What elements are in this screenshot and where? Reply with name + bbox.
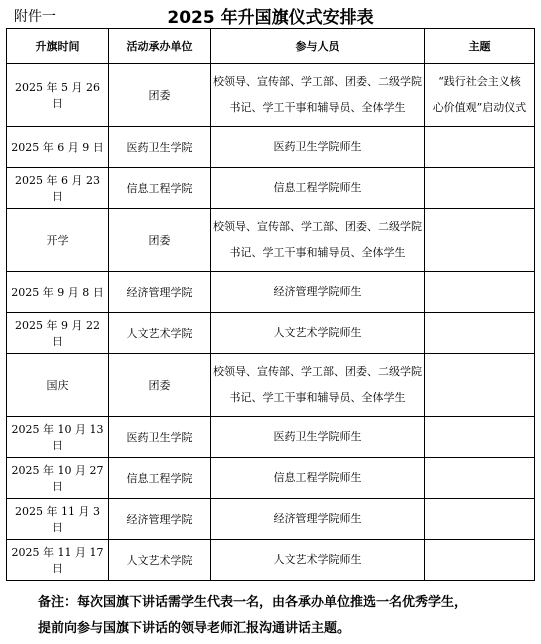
table-row <box>7 354 535 417</box>
cell-unit: 团委 <box>109 64 211 127</box>
table-row <box>7 64 535 127</box>
cell-people <box>211 458 425 499</box>
cell-people <box>211 64 425 127</box>
cell-unit: 团委 <box>109 354 211 417</box>
cell-time: 2025 年 10 月 27 日 <box>7 458 109 499</box>
cell-unit: 人文艺术学院 <box>109 313 211 354</box>
cell-time: 2025 年 11 月 17 日 <box>7 540 109 581</box>
footnote <box>38 590 528 642</box>
cell-theme <box>425 354 535 417</box>
footnote-line: 提前向参与国旗下讲话的领导老师汇报沟通讲话主题。 <box>38 621 351 636</box>
cell-people <box>211 272 425 313</box>
cell-people <box>211 499 425 540</box>
table-header-row <box>7 29 535 64</box>
cell-people <box>211 354 425 417</box>
people-line: 信息工程学院师生 <box>273 471 362 484</box>
cell-time: 2025 年 6 月 9 日 <box>7 127 109 168</box>
cell-theme <box>425 64 535 127</box>
attachment-label: 附件一 <box>14 9 56 25</box>
people-line: 书记、学工干事和辅导员、全体学生 <box>229 101 406 114</box>
cell-theme <box>425 499 535 540</box>
people-line: 人文艺术学院师生 <box>273 553 362 566</box>
cell-unit: 经济管理学院 <box>109 499 211 540</box>
cell-theme <box>425 127 535 168</box>
cell-unit: 医药卫生学院 <box>109 127 211 168</box>
cell-people <box>211 417 425 458</box>
table-body <box>7 64 535 581</box>
cell-theme <box>425 313 535 354</box>
cell-time: 2025 年 10 月 13 日 <box>7 417 109 458</box>
page-title: 2025 年升国旗仪式安排表 <box>167 8 374 28</box>
cell-people <box>211 168 425 209</box>
cell-time: 开学 <box>7 209 109 272</box>
cell-theme <box>425 458 535 499</box>
table-row <box>7 127 535 168</box>
cell-time: 2025 年 11 月 3 日 <box>7 499 109 540</box>
people-line: 书记、学工干事和辅导员、全体学生 <box>229 246 406 259</box>
cell-theme <box>425 272 535 313</box>
cell-people <box>211 209 425 272</box>
header-theme: 主题 <box>425 29 535 64</box>
header-people: 参与人员 <box>211 29 425 64</box>
cell-unit: 信息工程学院 <box>109 458 211 499</box>
schedule-table <box>6 28 535 581</box>
cell-theme <box>425 168 535 209</box>
table-row <box>7 417 535 458</box>
table-row <box>7 209 535 272</box>
people-line: 经济管理学院师生 <box>273 285 362 298</box>
header-time: 升旗时间 <box>7 29 109 64</box>
cell-time: 2025 年 9 月 22 日 <box>7 313 109 354</box>
table-row <box>7 540 535 581</box>
people-line: 信息工程学院师生 <box>273 181 362 194</box>
cell-unit: 团委 <box>109 209 211 272</box>
cell-time: 国庆 <box>7 354 109 417</box>
footnote-line: 备注：每次国旗下讲话需学生代表一名，由各承办单位推选一名优秀学生， <box>38 595 468 610</box>
theme-line: 心价值观”启动仪式 <box>432 101 527 114</box>
people-line: 书记、学工干事和辅导员、全体学生 <box>229 391 406 404</box>
table-row <box>7 313 535 354</box>
header-unit: 活动承办单位 <box>109 29 211 64</box>
cell-unit: 信息工程学院 <box>109 168 211 209</box>
cell-people <box>211 313 425 354</box>
cell-theme <box>425 540 535 581</box>
cell-time: 2025 年 9 月 8 日 <box>7 272 109 313</box>
people-line: 医药卫生学院师生 <box>273 140 362 153</box>
cell-people <box>211 127 425 168</box>
people-line: 医药卫生学院师生 <box>273 430 362 443</box>
cell-theme <box>425 209 535 272</box>
people-line: 校领导、宣传部、学工部、团委、二级学院 <box>213 220 422 233</box>
people-line: 经济管理学院师生 <box>273 512 362 525</box>
cell-unit: 经济管理学院 <box>109 272 211 313</box>
table-row <box>7 168 535 209</box>
people-line: 人文艺术学院师生 <box>273 326 362 339</box>
cell-unit: 医药卫生学院 <box>109 417 211 458</box>
cell-theme <box>425 417 535 458</box>
table-row <box>7 499 535 540</box>
people-line: 校领导、宣传部、学工部、团委、二级学院 <box>213 75 422 88</box>
table-row <box>7 458 535 499</box>
people-line: 校领导、宣传部、学工部、团委、二级学院 <box>213 365 422 378</box>
cell-time: 2025 年 5 月 26 日 <box>7 64 109 127</box>
cell-time: 2025 年 6 月 23 日 <box>7 168 109 209</box>
theme-line: “践行社会主义核 <box>438 75 521 88</box>
table-row <box>7 272 535 313</box>
cell-unit: 人文艺术学院 <box>109 540 211 581</box>
cell-people <box>211 540 425 581</box>
